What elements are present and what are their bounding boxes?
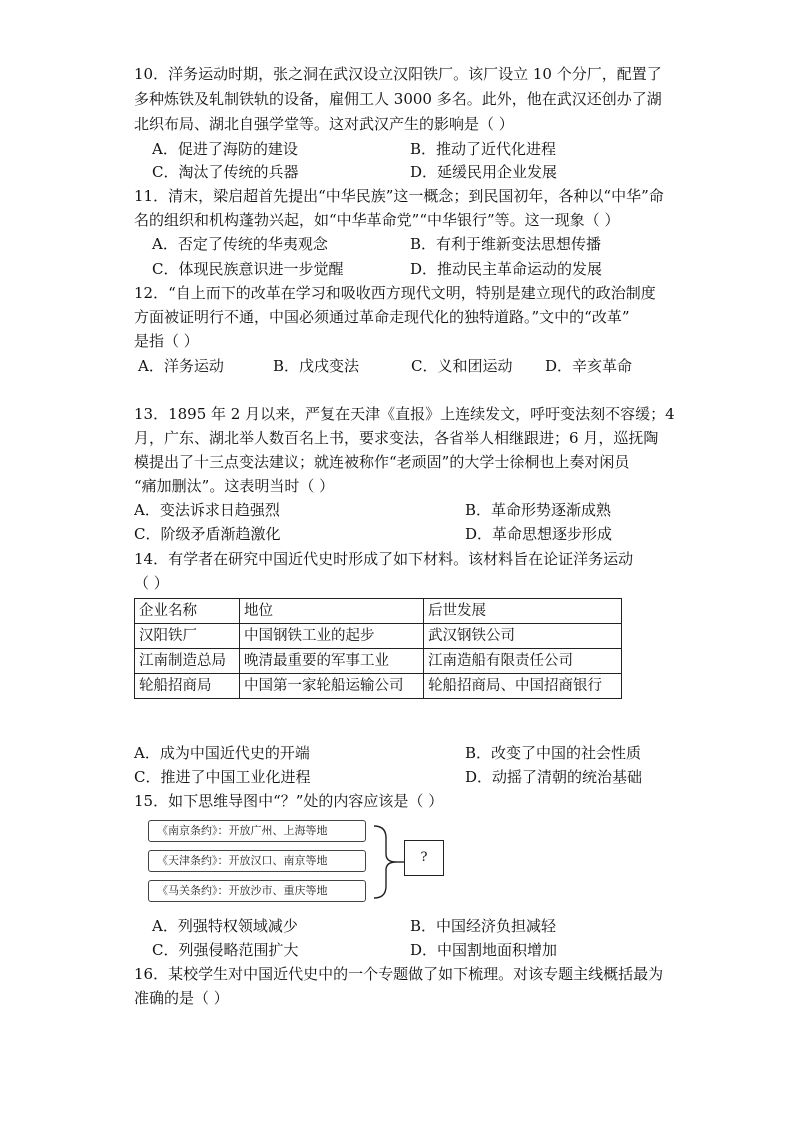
table-cell: 武汉钢铁公司 <box>424 624 622 649</box>
q12-option-c[interactable]: C．义和团运动 <box>411 357 513 375</box>
q14-stem-line-2: （ ） <box>134 574 169 592</box>
q13-stem-line-2: 月，广东、湖北举人数百名上书，要求变法，各省举人相继跟进；6 月，巡抚陶 <box>134 429 659 447</box>
q14-option-c[interactable]: C．推进了中国工业化进程 <box>134 768 311 786</box>
q14-option-a[interactable]: A．成为中国近代史的开端 <box>134 744 310 762</box>
q12-option-d[interactable]: D．辛亥革命 <box>545 357 633 375</box>
table-row <box>135 674 622 699</box>
q13-stem-line-4: “痛加删汰”。这表明当时（ ） <box>134 477 335 495</box>
q11-option-d[interactable]: D．推动民主革命运动的发展 <box>410 260 603 278</box>
q12-option-a[interactable]: A．洋务运动 <box>138 357 224 375</box>
table-cell: 中国钢铁工业的起步 <box>240 624 424 649</box>
q12-stem-line-2: 方面被证明行不通，中国必须通过革命走现代化的独特道路。”文中的“改革” <box>134 308 630 326</box>
q10-option-b[interactable]: B．推动了近代化进程 <box>410 140 557 158</box>
table-cell: 汉阳铁厂 <box>135 624 240 649</box>
mindmap-item-maguan: 《马关条约》：开放沙市、重庆等地 <box>148 880 366 902</box>
q15-option-a[interactable]: A．列强特权领域减少 <box>152 917 298 935</box>
q13-option-d[interactable]: D．革命思想逐步形成 <box>465 525 613 543</box>
q11-option-a[interactable]: A．否定了传统的华夷观念 <box>152 235 328 253</box>
table-row <box>135 649 622 674</box>
mindmap-item-nanjing: 《南京条约》：开放广州、上海等地 <box>148 820 366 842</box>
table-header-cell: 后世发展 <box>424 599 622 624</box>
q15-stem-line-1: 15．如下思维导图中“？”处的内容应该是（ ） <box>134 792 444 810</box>
q14-option-d[interactable]: D．动摇了清朝的统治基础 <box>465 768 643 786</box>
q14-option-b[interactable]: B．改变了中国的社会性质 <box>465 744 642 762</box>
q12-stem-line-1: 12．“自上而下的改革在学习和吸收西方现代文明，特别是建立现代的政治制度 <box>134 284 656 302</box>
q10-option-c[interactable]: C．淘汰了传统的兵器 <box>152 163 299 181</box>
table-cell: 晚清最重要的军事工业 <box>240 649 424 674</box>
table-header-row <box>135 599 622 624</box>
q13-option-a[interactable]: A．变法诉求日趋强烈 <box>134 501 280 519</box>
table-row <box>135 624 622 649</box>
mindmap-brace <box>372 824 406 900</box>
q10-option-a[interactable]: A．促进了海防的建设 <box>152 140 298 158</box>
q13-stem-line-3: 模提出了十三点变法建议；就连被称作“老顽固”的大学士徐桐也上奏对闲员 <box>134 453 630 471</box>
q11-stem-line-2: 名的组织和机构蓬勃兴起，如“中华革命党”“中华银行”等。这一现象（ ） <box>134 211 620 229</box>
table-cell: 中国第一家轮船运输公司 <box>240 674 424 699</box>
q11-option-b[interactable]: B．有利于维新变法思想传播 <box>410 235 602 253</box>
q10-stem-line-2: 多种炼铁及轧制铁轨的设备，雇佣工人 3000 多名。此外，他在武汉还创办了湖 <box>134 90 662 108</box>
q13-option-c[interactable]: C．阶级矛盾渐趋激化 <box>134 525 281 543</box>
table-cell: 江南造船有限责任公司 <box>424 649 622 674</box>
table-cell: 江南制造总局 <box>135 649 240 674</box>
enterprise-table <box>134 598 622 699</box>
q11-stem-line-1: 11．清末，梁启超首先提出“中华民族”这一概念；到民国初年，各种以“中华”命 <box>134 187 664 205</box>
q12-stem-line-3: 是指（ ） <box>134 332 199 350</box>
q10-stem-line-3: 北织布局、湖北自强学堂等。这对武汉产生的影响是（ ） <box>134 115 514 133</box>
table-header-cell: 企业名称 <box>135 599 240 624</box>
q13-option-b[interactable]: B．革命形势逐渐成熟 <box>465 501 612 519</box>
q14-stem-line-1: 14．有学者在研究中国近代史时形成了如下材料。该材料旨在论证洋务运动 <box>134 550 634 568</box>
mindmap-item-tianjin: 《天津条约》：开放汉口、南京等地 <box>148 850 366 872</box>
q10-stem-line-1: 10．洋务运动时期，张之洞在武汉设立汉阳铁厂。该厂设立 10 个分厂，配置了 <box>134 65 662 83</box>
q15-option-d[interactable]: D．中国割地面积增加 <box>410 941 558 959</box>
mindmap-question-box: ? <box>404 840 444 876</box>
table-header-cell: 地位 <box>240 599 424 624</box>
table-cell: 轮船招商局 <box>135 674 240 699</box>
q15-option-b[interactable]: B．中国经济负担减轻 <box>410 917 557 935</box>
q16-stem-line-1: 16．某校学生对中国近代史中的一个专题做了如下梳理。对该专题主线概括最为 <box>134 965 664 983</box>
q11-option-c[interactable]: C．体现民族意识进一步觉醒 <box>152 260 344 278</box>
q13-stem-line-1: 13．1895 年 2 月以来，严复在天津《直报》上连续发文，呼吁变法刻不容缓；4 <box>134 405 675 423</box>
q15-option-c[interactable]: C．列强侵略范围扩大 <box>152 941 299 959</box>
q12-option-b[interactable]: B．戊戌变法 <box>273 357 360 375</box>
q16-stem-line-2: 准确的是（ ） <box>134 989 229 1007</box>
q10-option-d[interactable]: D．延缓民用企业发展 <box>410 163 558 181</box>
table-cell: 轮船招商局、中国招商银行 <box>424 674 622 699</box>
